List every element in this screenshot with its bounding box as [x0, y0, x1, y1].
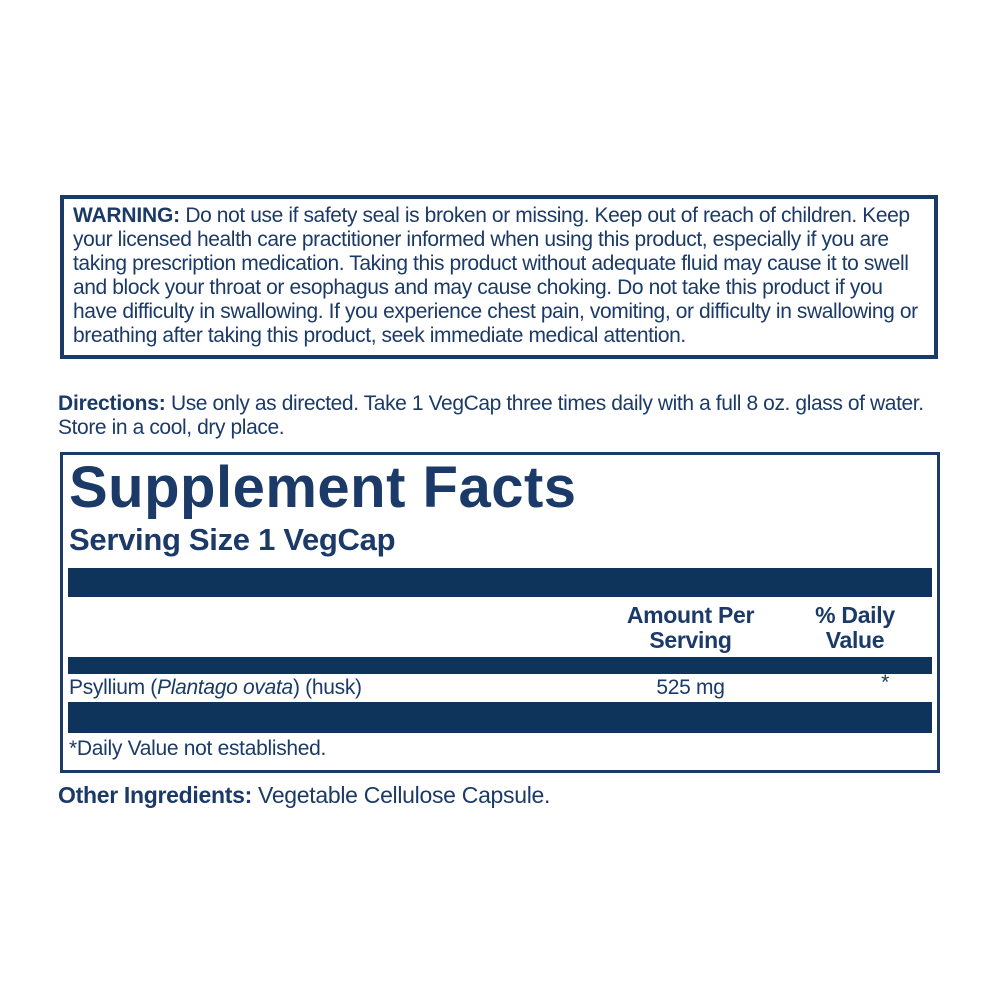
directions-text: Use only as directed. Take 1 VegCap three times daily with a full 8 oz. glass of water. Store in a cool, dry place.: [58, 392, 924, 439]
warning-text: Do not use if safety seal is broken or missing. Keep out of reach of children. Keep your licensed health care practitioner informed when using this product, especially if you are taking prescription medication. Taking this product without adequate fluid may cause it to swell and block your throat or esophagus and may cause choking. Do not take this product if you have difficulty in swallowing. If you experience chest pain, vomiting, or difficulty in swallowing or breathing after taking this product, seek immediate medical attention.: [73, 204, 918, 347]
ingredient-species-italic: Plantago ovata: [157, 676, 293, 699]
ingredient-name: [69, 676, 362, 700]
ingredient-daily-value: *: [881, 671, 889, 694]
divider-bar-header: [68, 657, 932, 674]
ingredient-name-prefix: Psyllium (: [69, 676, 158, 699]
supplement-facts-panel: [60, 452, 940, 773]
column-header-amount-line1: Amount Per: [626, 602, 755, 628]
directions-label: Directions:: [58, 392, 166, 415]
warning-box: [60, 195, 938, 359]
serving-size: Serving Size 1 VegCap: [69, 522, 396, 557]
other-ingredients-paragraph: [58, 782, 942, 809]
other-ingredients-text: Vegetable Cellulose Capsule.: [258, 782, 551, 808]
divider-bar-bottom: [68, 702, 932, 733]
warning-paragraph: [73, 204, 925, 348]
other-ingredients-label: Other Ingredients:: [58, 782, 252, 808]
ingredient-amount: 525 mg: [656, 676, 725, 699]
supplement-facts-title: Supplement Facts: [69, 455, 577, 520]
daily-value-footnote: *Daily Value not established.: [69, 737, 327, 760]
column-header-daily-line2: Value: [825, 627, 885, 653]
warning-label: WARNING:: [73, 204, 180, 227]
ingredient-name-suffix: ) (husk): [292, 676, 362, 699]
column-header-daily-value: [785, 603, 925, 653]
column-header-daily-line1: % Daily: [815, 602, 895, 628]
divider-bar-top: [68, 568, 932, 597]
column-header-amount-per-serving: [608, 603, 773, 653]
directions-paragraph: [58, 392, 942, 440]
column-header-amount-line2: Serving: [649, 627, 732, 653]
